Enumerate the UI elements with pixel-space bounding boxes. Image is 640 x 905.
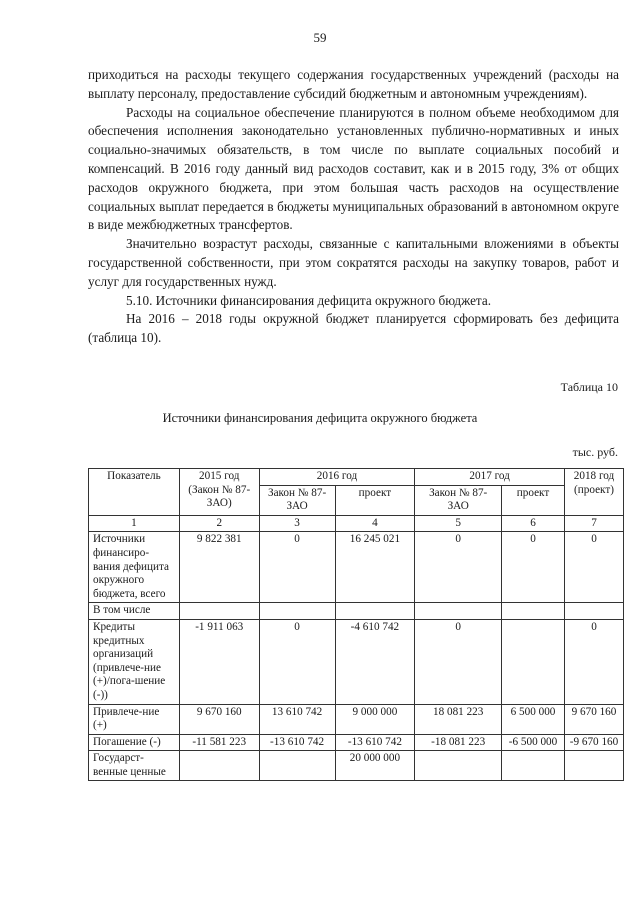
header-2018 <box>564 469 623 516</box>
page-number: 59 <box>313 30 327 45</box>
row-label: Источники финансиро-вания дефицита окружного бюджета, всего <box>89 532 180 603</box>
row-label: В том числе <box>89 603 180 620</box>
table-label: Таблица 10 <box>560 380 618 394</box>
cell-value: -11 581 223 <box>179 734 259 751</box>
header-2015 <box>179 469 259 516</box>
cell-value: 0 <box>502 532 565 603</box>
column-number: 2 <box>179 515 259 532</box>
cell-value: -13 610 742 <box>259 734 335 751</box>
cell-value <box>415 751 502 781</box>
cell-value: 0 <box>564 619 623 704</box>
header-indicator: Показатель <box>89 469 180 516</box>
header-2016-project: проект <box>335 485 415 515</box>
header-2015-law: (Закон № 87-ЗАО) <box>188 483 251 510</box>
table-title: Источники финансирования дефицита окружного бюджета <box>162 411 478 425</box>
column-number-row <box>89 515 624 532</box>
cell-value: 20 000 000 <box>335 751 415 781</box>
cell-value: 9 822 381 <box>179 532 259 603</box>
cell-value: 0 <box>564 532 623 603</box>
header-2015-year: 2015 год <box>199 470 240 482</box>
paragraph-5: На 2016 – 2018 годы окружной бюджет планируется сформировать без дефицита (таблица 10). <box>88 311 619 346</box>
table-row <box>89 734 624 751</box>
cell-value: 9 000 000 <box>335 704 415 734</box>
cell-value: 0 <box>415 619 502 704</box>
cell-value: 18 081 223 <box>415 704 502 734</box>
header-2017-project: проект <box>502 485 565 515</box>
units-label: тыс. руб. <box>572 445 618 459</box>
cell-value: 6 500 000 <box>502 704 565 734</box>
table-row <box>89 751 624 781</box>
financing-table <box>88 468 624 781</box>
header-2017: 2017 год <box>415 469 565 486</box>
row-label: Кредиты кредитных организаций (привлече-ние (+)/пога-шение (-)) <box>89 619 180 704</box>
section-heading: 5.10. Источники финансирования дефицита окружного бюджета. <box>126 292 492 308</box>
column-number: 4 <box>335 515 415 532</box>
paragraph-3: Значительно возрастут расходы, связанные с капитальными вложениями в объекты государственной собственности, при этом сократятся расходы на закупку товаров, работ и услуг для государственных нужд. <box>88 236 619 289</box>
cell-value <box>259 603 335 620</box>
cell-value <box>502 619 565 704</box>
header-2017-law: Закон № 87-ЗАО <box>415 485 502 515</box>
header-2016-law: Закон № 87-ЗАО <box>259 485 335 515</box>
column-number: 5 <box>415 515 502 532</box>
cell-value <box>502 603 565 620</box>
cell-value <box>179 603 259 620</box>
cell-value <box>179 751 259 781</box>
header-2018-year: 2018 год <box>573 470 615 482</box>
cell-value: 9 670 160 <box>564 704 623 734</box>
column-number: 6 <box>502 515 565 532</box>
table-header-row <box>89 469 624 486</box>
cell-value: 16 245 021 <box>335 532 415 603</box>
header-2016: 2016 год <box>259 469 415 486</box>
cell-value: -6 500 000 <box>502 734 565 751</box>
paragraph-1: приходиться на расходы текущего содержания государственных учреждений (расходы на выплату персоналу, предоставление субсидий бюджетным и автономным учреждениям). <box>88 67 619 101</box>
table-row <box>89 619 624 704</box>
cell-value <box>502 751 565 781</box>
body-text <box>88 66 619 348</box>
cell-value: -13 610 742 <box>335 734 415 751</box>
row-label: Погашение (-) <box>89 734 180 751</box>
cell-value <box>564 751 623 781</box>
cell-value: 9 670 160 <box>179 704 259 734</box>
cell-value <box>415 603 502 620</box>
cell-value: -9 670 160 <box>564 734 623 751</box>
cell-value: -4 610 742 <box>335 619 415 704</box>
cell-value: -18 081 223 <box>415 734 502 751</box>
cell-value <box>564 603 623 620</box>
cell-value <box>259 751 335 781</box>
header-2018-project: (проект) <box>574 483 614 496</box>
column-number: 1 <box>89 515 180 532</box>
table-row <box>89 704 624 734</box>
table-row <box>89 603 624 620</box>
table-row <box>89 532 624 603</box>
cell-value: 0 <box>259 619 335 704</box>
row-label: Привлече-ние (+) <box>89 704 180 734</box>
column-number: 3 <box>259 515 335 532</box>
cell-value: 13 610 742 <box>259 704 335 734</box>
cell-value: 0 <box>415 532 502 603</box>
cell-value: -1 911 063 <box>179 619 259 704</box>
row-label: Государст-венные ценные <box>89 751 180 781</box>
cell-value: 0 <box>259 532 335 603</box>
column-number: 7 <box>564 515 623 532</box>
cell-value <box>335 603 415 620</box>
paragraph-2: Расходы на социальное обеспечение планируются в полном объеме необходимом для обеспечения исполнения законодательно установленных публично-нормативных и иных социально-значимых обязательств, в том числе по выплате социальных пособий и компенсаций. В 2016 году данный вид расходов составит, как и в 2015 году, 3% от общих расходов окружного бюджета, при этом большая часть расходов на осуществление социальных выплат передается в бюджеты муниципальных образований в автономном округе в виде межбюджетных трансфертов. <box>88 104 619 233</box>
